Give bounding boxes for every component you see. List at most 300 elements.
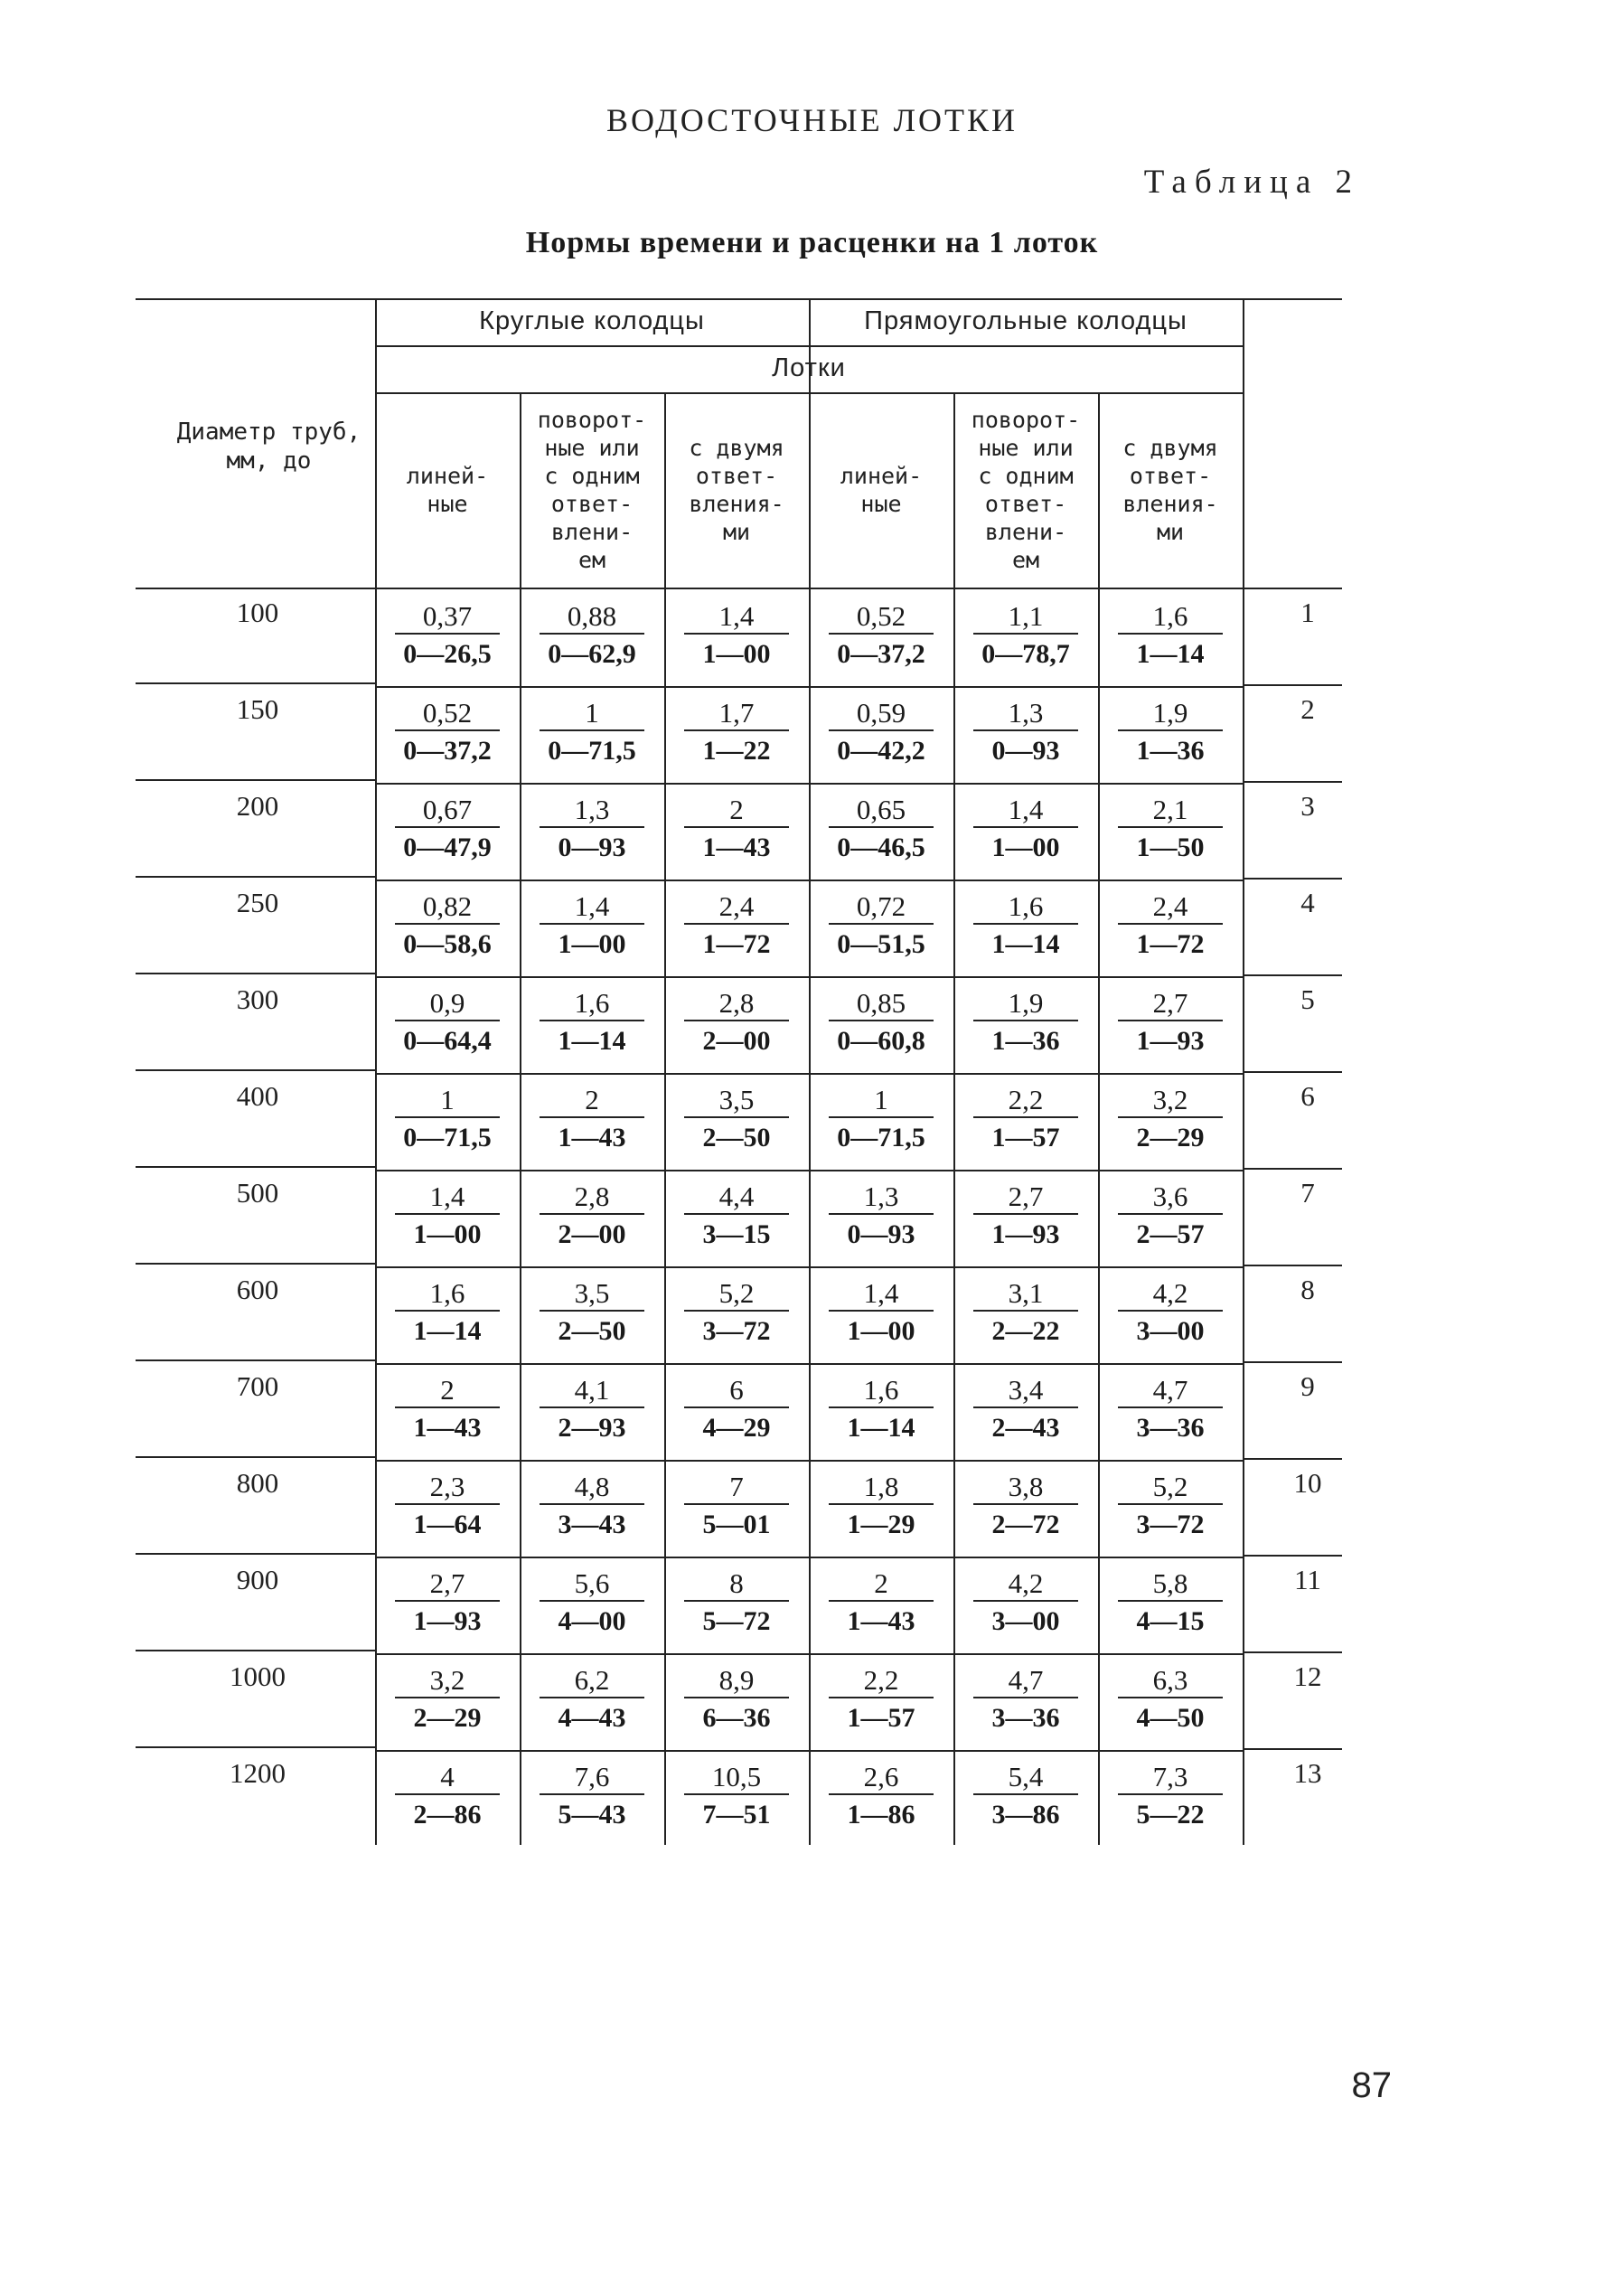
norm-cell [953, 600, 1098, 671]
time-norm: 2,4 [684, 890, 789, 925]
time-norm: 2,1 [1118, 794, 1223, 828]
row-separator-right [1243, 1168, 1342, 1170]
row-separator [375, 1653, 1243, 1655]
norm-cell [664, 1277, 809, 1348]
time-norm: 3,2 [1118, 1084, 1223, 1118]
row-number: 1 [1300, 597, 1315, 628]
norm-cell [375, 794, 520, 864]
rate-price: 2—29 [1136, 1123, 1205, 1152]
diameter-header: Диаметр труб, мм, до [176, 419, 361, 475]
norm-cell [1098, 697, 1243, 767]
rate-price: 5—22 [1136, 1800, 1205, 1830]
rate-price: 1—57 [991, 1123, 1060, 1152]
rate-price: 0—51,5 [837, 929, 925, 959]
time-norm: 2,7 [395, 1567, 500, 1602]
time-norm: 2 [540, 1084, 644, 1118]
time-norm: 4,2 [1118, 1277, 1223, 1312]
rate-price: 1—29 [847, 1510, 915, 1539]
rate-price: 0—58,6 [403, 929, 492, 959]
time-norm: 1,6 [395, 1277, 500, 1312]
time-norm: 1,7 [684, 697, 789, 731]
row-separator [375, 880, 1243, 881]
rate-price: 0—71,5 [837, 1123, 925, 1152]
column-header-1: линей- ные [406, 463, 489, 517]
time-norm: 1,3 [973, 697, 1078, 731]
rate-price: 2—00 [702, 1026, 771, 1056]
norm-cell [953, 1664, 1098, 1735]
rate-price: 1—43 [413, 1413, 482, 1443]
time-norm: 4,4 [684, 1181, 789, 1215]
rate-price: 3—72 [1136, 1510, 1205, 1539]
rate-price: 1—64 [413, 1510, 482, 1539]
rate-price: 1—93 [991, 1219, 1060, 1249]
time-norm: 1,6 [540, 987, 644, 1021]
row-separator-left [136, 1553, 375, 1555]
pipe-diameter: 500 [236, 1177, 279, 1209]
rate-price: 2—50 [702, 1123, 771, 1152]
rate-price: 1—43 [847, 1606, 915, 1636]
time-norm: 4 [395, 1761, 500, 1795]
pipe-diameter: 250 [236, 887, 279, 918]
row-number: 4 [1300, 887, 1315, 918]
norm-cell [809, 1567, 953, 1638]
time-norm: 2,6 [829, 1761, 934, 1795]
rate-price: 0—93 [991, 736, 1060, 766]
norm-cell [1098, 1181, 1243, 1251]
rate-price: 1—86 [847, 1800, 915, 1830]
time-norm: 6,2 [540, 1664, 644, 1698]
norm-cell [953, 1374, 1098, 1444]
norm-cell [375, 1664, 520, 1735]
time-norm: 2,3 [395, 1471, 500, 1505]
time-norm: 1 [829, 1084, 934, 1118]
rate-price: 3—00 [991, 1606, 1060, 1636]
row-separator [375, 1363, 1243, 1365]
time-norm: 1,3 [829, 1181, 934, 1215]
norm-cell [664, 1761, 809, 1831]
pipe-diameter: 400 [236, 1080, 279, 1112]
norm-cell [375, 1277, 520, 1348]
row-number: 13 [1293, 1757, 1322, 1789]
time-norm: 1,4 [829, 1277, 934, 1312]
rate-price: 1—14 [847, 1413, 915, 1443]
norm-cell [809, 1761, 953, 1831]
time-norm: 3,4 [973, 1374, 1078, 1408]
rate-price: 1—36 [991, 1026, 1060, 1056]
row-number: 7 [1300, 1177, 1315, 1209]
norm-cell [809, 987, 953, 1058]
norm-cell [1098, 890, 1243, 961]
column-header-2: поворот- ные или с одним ответ- влени- ем [537, 407, 647, 573]
time-norm: 6,3 [1118, 1664, 1223, 1698]
norm-cell [664, 794, 809, 864]
norm-cell [809, 794, 953, 864]
rate-price: 2—72 [991, 1510, 1060, 1539]
norm-cell [664, 1567, 809, 1638]
norm-cell [520, 1567, 664, 1638]
time-norm: 1 [540, 697, 644, 731]
rate-price: 1—00 [847, 1316, 915, 1346]
rate-price: 0—64,4 [403, 1026, 492, 1056]
norm-cell [375, 1181, 520, 1251]
time-norm: 1,4 [395, 1181, 500, 1215]
row-number: 10 [1293, 1467, 1322, 1499]
norm-cell [520, 1664, 664, 1735]
column-header-3: с двумя ответ- вления- ми [689, 435, 784, 545]
time-norm: 7,6 [540, 1761, 644, 1795]
pipe-diameter: 1000 [230, 1660, 286, 1692]
norm-cell [520, 890, 664, 961]
time-norm: 1,6 [829, 1374, 934, 1408]
rate-price: 5—01 [702, 1510, 771, 1539]
time-norm: 1,4 [540, 890, 644, 925]
rate-price: 0—47,9 [403, 833, 492, 862]
rate-price: 1—14 [558, 1026, 626, 1056]
norm-cell [809, 1471, 953, 1541]
rate-price: 3—72 [702, 1316, 771, 1346]
norm-cell [1098, 1761, 1243, 1831]
time-norm: 3,2 [395, 1664, 500, 1698]
row-separator-left [136, 973, 375, 974]
time-norm: 1,6 [1118, 600, 1223, 635]
round-wells-header: Круглые колодцы [479, 306, 705, 335]
norm-cell [953, 1277, 1098, 1348]
rate-price: 2—93 [558, 1413, 626, 1443]
pipe-diameter: 800 [236, 1467, 279, 1499]
time-norm: 0,85 [829, 987, 934, 1021]
page-number: 87 [1351, 2065, 1392, 2105]
rate-price: 1—72 [702, 929, 771, 959]
rate-price: 3—43 [558, 1510, 626, 1539]
pipe-diameter: 150 [236, 693, 279, 725]
time-norm: 5,6 [540, 1567, 644, 1602]
pipe-diameter: 300 [236, 983, 279, 1015]
row-separator [375, 1460, 1243, 1462]
time-norm: 2 [684, 794, 789, 828]
rate-price: 5—72 [702, 1606, 771, 1636]
header-top-rule-left [136, 298, 375, 300]
time-norm: 1,9 [973, 987, 1078, 1021]
time-norm: 2,8 [540, 1181, 644, 1215]
norm-cell [809, 697, 953, 767]
rate-price: 0—26,5 [403, 639, 492, 669]
norm-cell [664, 1374, 809, 1444]
row-separator [375, 1073, 1243, 1075]
time-norm: 1,4 [684, 600, 789, 635]
time-norm: 6 [684, 1374, 789, 1408]
norm-cell [809, 1664, 953, 1735]
time-norm: 5,8 [1118, 1567, 1223, 1602]
rate-price: 4—29 [702, 1413, 771, 1443]
norm-cell [520, 1374, 664, 1444]
rate-price: 1—50 [1136, 833, 1205, 862]
time-norm: 0,72 [829, 890, 934, 925]
norm-cell [809, 600, 953, 671]
header-top-rule-right [1243, 298, 1342, 300]
rate-price: 7—51 [702, 1800, 771, 1830]
time-norm: 3,8 [973, 1471, 1078, 1505]
time-norm: 3,6 [1118, 1181, 1223, 1215]
rate-price: 0—42,2 [837, 736, 925, 766]
row-separator-left [136, 1359, 375, 1361]
row-separator-left [136, 779, 375, 781]
time-norm: 8,9 [684, 1664, 789, 1698]
time-norm: 1,9 [1118, 697, 1223, 731]
norm-cell [375, 697, 520, 767]
time-norm: 0,82 [395, 890, 500, 925]
norm-cell [520, 1471, 664, 1541]
rate-price: 1—00 [558, 929, 626, 959]
norm-cell [1098, 987, 1243, 1058]
rect-wells-header: Прямоугольные колодцы [864, 306, 1187, 335]
norm-cell [953, 1181, 1098, 1251]
rate-price: 5—43 [558, 1800, 626, 1830]
rate-price: 2—22 [991, 1316, 1060, 1346]
rate-price: 1—00 [413, 1219, 482, 1249]
time-norm: 2,8 [684, 987, 789, 1021]
norm-cell [664, 987, 809, 1058]
norm-cell [1098, 1567, 1243, 1638]
pipe-diameter: 1200 [230, 1757, 286, 1789]
time-norm: 2 [395, 1374, 500, 1408]
rate-price: 2—00 [558, 1219, 626, 1249]
time-norm: 1,8 [829, 1471, 934, 1505]
column-header-6: с двумя ответ- вления- ми [1122, 435, 1218, 545]
norm-cell [520, 697, 664, 767]
norm-cell [520, 1761, 664, 1831]
rate-price: 1—14 [991, 929, 1060, 959]
time-norm: 7 [684, 1471, 789, 1505]
rate-price: 2—50 [558, 1316, 626, 1346]
time-norm: 2,2 [973, 1084, 1078, 1118]
row-separator [375, 783, 1243, 785]
norm-cell [664, 1084, 809, 1154]
rate-price: 2—43 [991, 1413, 1060, 1443]
rate-price: 3—36 [991, 1703, 1060, 1733]
rate-price: 2—29 [413, 1703, 482, 1733]
norm-cell [375, 600, 520, 671]
table-caption: Нормы времени и расценки на 1 лоток [525, 226, 1099, 259]
rate-price: 1—14 [413, 1316, 482, 1346]
rate-price: 1—00 [991, 833, 1060, 862]
row-separator-right [1243, 1361, 1342, 1363]
norm-cell [1098, 1664, 1243, 1735]
time-norm: 0,9 [395, 987, 500, 1021]
time-norm: 4,7 [1118, 1374, 1223, 1408]
norm-cell [520, 794, 664, 864]
rate-price: 1—43 [558, 1123, 626, 1152]
row-separator [375, 1557, 1243, 1558]
time-norm: 0,65 [829, 794, 934, 828]
norm-cell [520, 1084, 664, 1154]
rate-price: 1—36 [1136, 736, 1205, 766]
row-separator-left [136, 1650, 375, 1651]
rate-price: 1—93 [413, 1606, 482, 1636]
time-norm: 10,5 [684, 1761, 789, 1795]
time-norm: 8 [684, 1567, 789, 1602]
rate-price: 0—62,9 [548, 639, 636, 669]
rate-price: 0—93 [847, 1219, 915, 1249]
time-norm: 2,4 [1118, 890, 1223, 925]
norm-cell [953, 1084, 1098, 1154]
row-number: 5 [1300, 983, 1315, 1015]
row-separator-left [136, 1456, 375, 1458]
rate-price: 0—71,5 [403, 1123, 492, 1152]
norm-cell [953, 890, 1098, 961]
rate-price: 1—72 [1136, 929, 1205, 959]
row-separator-right [1243, 974, 1342, 976]
rate-price: 4—43 [558, 1703, 626, 1733]
time-norm: 3,1 [973, 1277, 1078, 1312]
norm-cell [520, 1181, 664, 1251]
rate-price: 4—15 [1136, 1606, 1205, 1636]
norm-cell [375, 890, 520, 961]
norm-cell [664, 1664, 809, 1735]
norm-cell [520, 1277, 664, 1348]
rate-price: 0—60,8 [837, 1026, 925, 1056]
norm-cell [953, 794, 1098, 864]
pipe-diameter: 700 [236, 1370, 279, 1402]
rate-price: 2—86 [413, 1800, 482, 1830]
rate-price: 1—00 [702, 639, 771, 669]
norm-cell [953, 1567, 1098, 1638]
time-norm: 1,6 [973, 890, 1078, 925]
time-norm: 1,1 [973, 600, 1078, 635]
rate-price: 0—37,2 [403, 736, 492, 766]
norm-cell [375, 1761, 520, 1831]
time-norm: 4,2 [973, 1567, 1078, 1602]
norm-cell [375, 1084, 520, 1154]
norm-cell [375, 1374, 520, 1444]
norm-cell [953, 1761, 1098, 1831]
rate-price: 2—57 [1136, 1219, 1205, 1249]
rate-price: 1—14 [1136, 639, 1205, 669]
time-norm: 0,52 [829, 600, 934, 635]
row-separator-left [136, 876, 375, 878]
rate-price: 3—36 [1136, 1413, 1205, 1443]
section-title: ВОДОСТОЧНЫЕ ЛОТКИ [605, 102, 1019, 138]
norm-cell [375, 1471, 520, 1541]
table-label: Таблица 2 [1143, 164, 1360, 201]
time-norm: 2,2 [829, 1664, 934, 1698]
norm-cell [809, 1181, 953, 1251]
pipe-diameter: 900 [236, 1564, 279, 1595]
rate-price: 1—43 [702, 833, 771, 862]
time-norm: 3,5 [540, 1277, 644, 1312]
row-number: 2 [1300, 693, 1315, 725]
time-norm: 2 [829, 1567, 934, 1602]
row-separator-left [136, 1166, 375, 1168]
pipe-diameter: 600 [236, 1274, 279, 1305]
norm-cell [1098, 1277, 1243, 1348]
row-number: 8 [1300, 1274, 1315, 1305]
time-norm: 1 [395, 1084, 500, 1118]
column-header-5: поворот- ные или с одним ответ- влени- ем [971, 407, 1081, 573]
norm-cell [664, 890, 809, 961]
rate-price: 4—00 [558, 1606, 626, 1636]
time-norm: 1,4 [973, 794, 1078, 828]
time-norm: 2,7 [1118, 987, 1223, 1021]
row-separator [375, 1266, 1243, 1268]
time-norm: 0,59 [829, 697, 934, 731]
row-separator [375, 686, 1243, 688]
rate-price: 3—86 [991, 1800, 1060, 1830]
norm-cell [953, 987, 1098, 1058]
rate-price: 0—37,2 [837, 639, 925, 669]
row-separator-right [1243, 781, 1342, 783]
row-separator-left [136, 1069, 375, 1071]
time-norm: 5,2 [1118, 1471, 1223, 1505]
row-separator-right [1243, 1748, 1342, 1750]
norm-cell [664, 1471, 809, 1541]
rate-price: 0—78,7 [981, 639, 1070, 669]
rate-price: 0—71,5 [548, 736, 636, 766]
time-norm: 0,37 [395, 600, 500, 635]
norm-cell [664, 697, 809, 767]
row-number: 11 [1294, 1564, 1321, 1595]
row-separator-right [1243, 878, 1342, 880]
time-norm: 4,8 [540, 1471, 644, 1505]
norm-cell [664, 1181, 809, 1251]
norm-cell [375, 987, 520, 1058]
norm-cell [520, 987, 664, 1058]
rate-price: 3—15 [702, 1219, 771, 1249]
trays-header: Лотки [772, 353, 846, 382]
row-number: 9 [1300, 1370, 1315, 1402]
rate-price: 3—00 [1136, 1316, 1205, 1346]
pipe-diameter: 200 [236, 790, 279, 822]
time-norm: 7,3 [1118, 1761, 1223, 1795]
time-norm: 4,7 [973, 1664, 1078, 1698]
column-header-4: линей- ные [840, 463, 923, 517]
time-norm: 5,2 [684, 1277, 789, 1312]
norm-cell [1098, 1471, 1243, 1541]
norm-cell [953, 697, 1098, 767]
time-norm: 5,4 [973, 1761, 1078, 1795]
row-number: 12 [1293, 1660, 1322, 1692]
norm-cell [1098, 1084, 1243, 1154]
row-number: 3 [1300, 790, 1315, 822]
time-norm: 0,67 [395, 794, 500, 828]
rate-price: 0—46,5 [837, 833, 925, 862]
time-norm: 0,88 [540, 600, 644, 635]
rate-price: 0—93 [558, 833, 626, 862]
row-separator [375, 1750, 1243, 1752]
rate-price: 1—93 [1136, 1026, 1205, 1056]
time-norm: 0,52 [395, 697, 500, 731]
norm-cell [809, 1084, 953, 1154]
row-separator [375, 976, 1243, 978]
rate-price: 4—50 [1136, 1703, 1205, 1733]
rate-price: 6—36 [702, 1703, 771, 1733]
norm-cell [520, 600, 664, 671]
rate-price: 1—57 [847, 1703, 915, 1733]
norm-cell [809, 1374, 953, 1444]
row-separator-right [1243, 684, 1342, 686]
row-separator-left [136, 1263, 375, 1265]
pipe-diameter: 100 [236, 597, 279, 628]
row-separator-right [1243, 1458, 1342, 1460]
norm-cell [1098, 600, 1243, 671]
time-norm: 2,7 [973, 1181, 1078, 1215]
row-separator-right [1243, 1265, 1342, 1266]
time-norm: 3,5 [684, 1084, 789, 1118]
row-separator [375, 1170, 1243, 1171]
time-norm: 4,1 [540, 1374, 644, 1408]
norm-cell [953, 1471, 1098, 1541]
row-separator-right [1243, 1071, 1342, 1073]
rate-price: 1—22 [702, 736, 771, 766]
